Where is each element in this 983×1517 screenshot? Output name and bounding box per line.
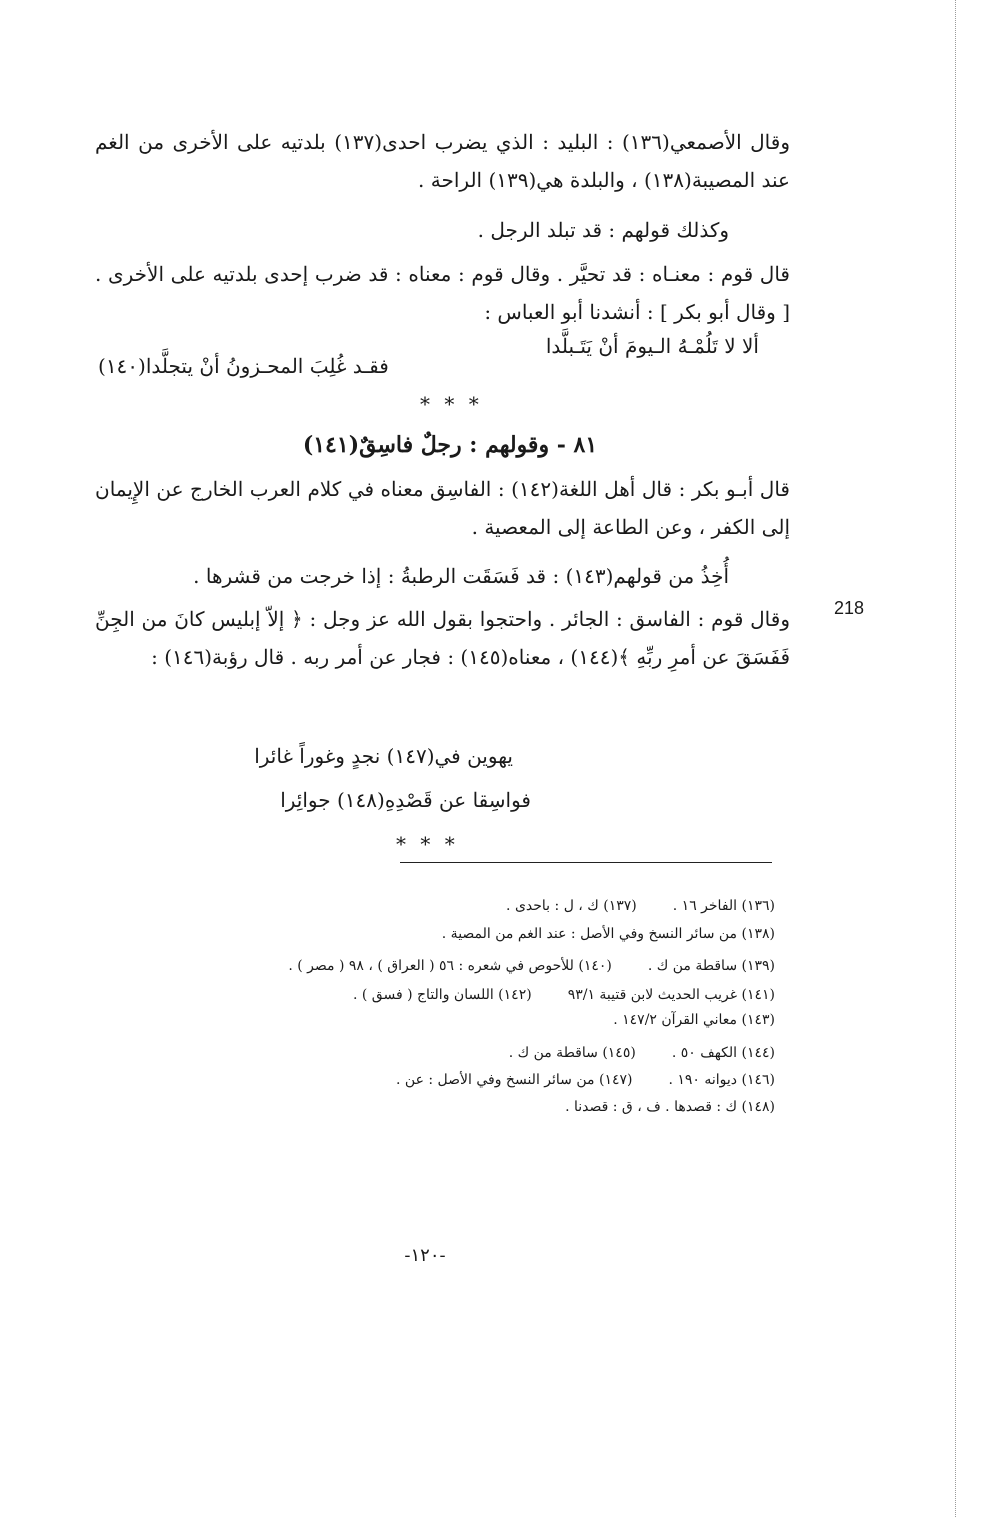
footnote-separator: [400, 862, 772, 863]
paragraph-fasiq: قال أبـو بكر : قال أهل اللغة(١٤٢) : الفاسِق معناه في كلام العرب الخارج عن الإِيمان إلى الكفر ، وعن الطاعة إلى المعصية .: [95, 477, 790, 539]
footnote: (١٤٤) الكهف ٥٠ .: [671, 1045, 775, 1061]
verse-1-second-hemistich: فقـد غُلِبَ المحـزونُ أنْ يتجلَّدا(١٤٠): [98, 354, 389, 378]
footnote: (١٤٧) من سائر النسخ وفي الأصل : عن .: [396, 1072, 633, 1088]
footnote-line: [613, 1012, 775, 1028]
verse-1-first-hemistich: ألا لا تَلُمْـهُ الـيومَ أنْ يَتَـبلَّدا: [545, 334, 759, 358]
side-page-number: 218: [834, 598, 865, 618]
line-fasaqat: أُخِذُ من قولهم(١٤٣) : قد فَسَقَت الرطبةُ : إذا خرجت من قشرها .: [193, 564, 729, 588]
page-edge-line: [955, 0, 956, 1517]
verse-2-line-b: فواسِقا عن قَصْدِهِ(١٤٨) جوائِرا: [280, 788, 531, 812]
footnote: (١٤٥) ساقطة من ك .: [508, 1045, 636, 1061]
footnote-line: [509, 1045, 775, 1061]
footnote-line: [353, 987, 775, 1003]
footnote: (١٣٩) ساقطة من ك .: [647, 958, 775, 974]
footnote-line: [288, 958, 775, 974]
footnote: (١٣٧) ك ، ل : باحدى .: [506, 898, 637, 914]
footnote: (١٤٨) ك : قصدها . ف ، ق : قصدنا .: [565, 1099, 775, 1115]
footnote-line: [442, 926, 775, 942]
paragraph-qawm: قال قوم : معنـاه : قد تحيَّر . وقال قوم : معناه : قد ضرب إحدى بلدتيه على الأخرى . [ وقال أبو بكر ] : أنشدنا أبو العباس :: [95, 262, 790, 324]
footnote: (١٣٨) من سائر النسخ وفي الأصل : عند الغم من المصية .: [441, 926, 775, 942]
footnote: (١٤٠) للأحوص في شعره : ٥٦ ( العراق ) ، ٩٨ ( مصر ) .: [288, 958, 612, 974]
footnote-line: [565, 1099, 775, 1115]
footnote: (١٤٢) اللسان والتاج ( فسق ) .: [352, 987, 532, 1003]
section-heading: ٨١ - وقولهم : رجلٌ فاسِقٌ(١٤١): [302, 432, 598, 458]
footnote: (١٤٦) ديوانه ١٩٠ .: [668, 1072, 775, 1088]
section-divider-stars-2: * * *: [396, 832, 459, 856]
verse-2-line-a: يهوين في(١٤٧) نجدٍ وغوراً غائرا: [254, 744, 513, 768]
footnote: (١٣٦) الفاخر ١٦ .: [672, 898, 775, 914]
section-divider-stars: * * *: [420, 392, 483, 416]
footnote-line: [396, 1072, 775, 1088]
page-number: -١٢٠-: [404, 1245, 446, 1266]
line-tabalada: وكذلك قولهم : قد تبلد الرجل .: [477, 218, 729, 242]
paragraph-asmai: وقال الأصمعي(١٣٦) : البليد : الذي يضرب احدى(١٣٧) بلدتيه على الأخرى من الغم عند المصيبة(١٣٨) ، والبلدة هي(١٣٩) الراحة .: [95, 130, 790, 192]
paragraph-jair: وقال قوم : الفاسق : الجائر . واحتجوا بقول الله عز وجل : ﴿ إلاّ إبليس كانَ من الجِنِّ فَفَسَقَ عن أمرِ ربِّهِ ﴾(١٤٤) ، معناه(١٤٥) : فجار عن أمر ربه . قال رؤبة(١٤٦) :: [95, 607, 790, 669]
footnote: (١٤٣) معاني القرآن ١٤٧/٢ .: [613, 1012, 775, 1028]
footnote-line: [506, 898, 775, 914]
footnote: (١٤١) غريب الحديث لابن قتيبة ٩٣/١: [567, 987, 775, 1003]
